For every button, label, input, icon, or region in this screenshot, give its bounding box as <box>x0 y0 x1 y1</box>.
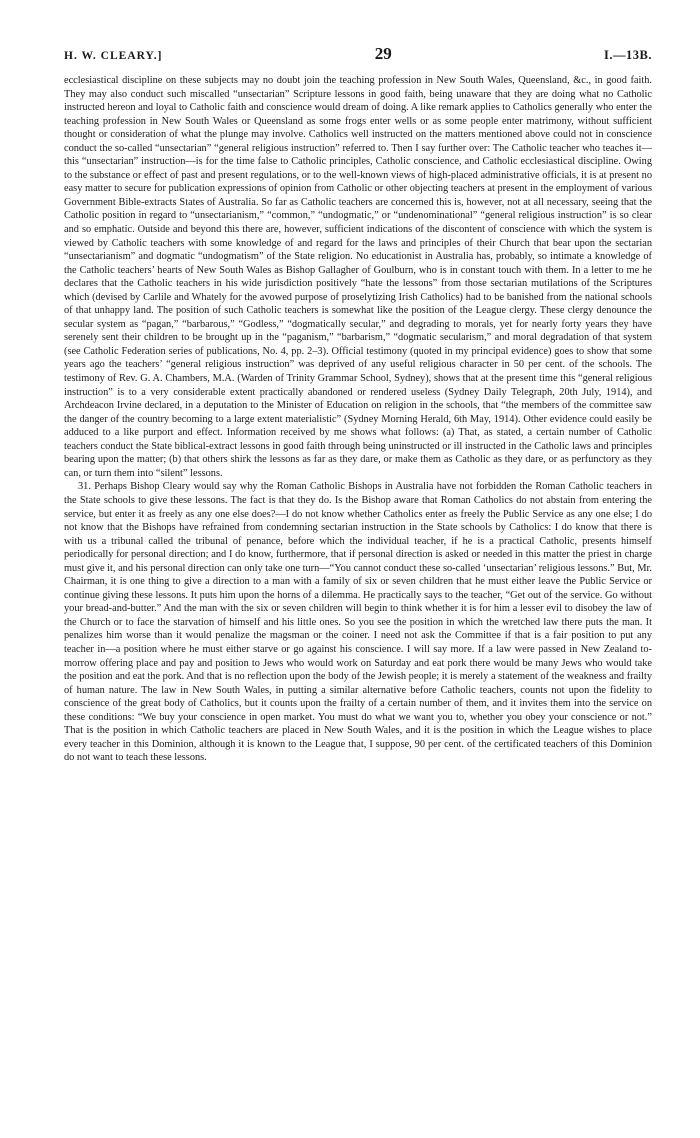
header-author: H. W. CLEARY.] <box>64 50 163 62</box>
document-reference: I.—13B. <box>604 48 652 62</box>
page-number: 29 <box>374 44 392 63</box>
body-text <box>64 74 652 765</box>
running-header <box>64 44 652 66</box>
paragraph-continuation: ecclesiastical discipline on these subjects may no doubt join the teaching profession in New South Wales, Queensland, &c., in good faith. They may also conduct such miscalled “unsectarian” Scripture lessons in good faith, being unaware that they are doing what no Catholic instructed hereon and loyal to Catholic faith and conscience would dream of doing. A like remark applies to Catholics generally who enter the teaching profession in New South Wales or Queensland as some frogs enter wells or as some people enter matrimony, without sufficient thought or consideration of what the plunge may involve. Catholics well instructed on the matters mentioned above could not in conscience conduct the so-called “unsectarian” “general religious instruction” referred to. Then I say further over: The Catholic teacher who teaches it—this “unsectarian” instruction—is for the time false to Catholic principles, Catholic conscience, and Catholic ecclesiastical discipline. Owing to the substance or effect of past and present regulations, or to the well-known views of high-placed administrative officials, it is at present no easy matter to secure for publication expressions of opinion from Catholic or other objecting teachers at present in the employment of various Government Bible-extracts States of Australia. So far as Catholic teachers are concerned this is, however, not at all necessary, seeing that the Catholic position in regard to “unsectarianism,” “common,” “undogmatic,” or “undenominational” “general religious instruction” is so clear and so emphatic. Outside and beyond this there are, however, sufficient indications of the discontent of conscience with which the system is viewed by Catholic teachers with some knowledge of and regard for the laws and principles of their Church that bear upon the sectarian “unsectarianism” and dogmatic “undogmatism” of the State religion. No educationist in Australia has, probably, so intimate a knowledge of the Catholic teachers’ hearts of New South Wales as Bishop Gallagher of Goulburn, who is in constant touch with them. In a letter to me he declares that the Catholic teachers in his wide jurisdiction positively “hate the lessons” from those sectarian mutilations of the Scriptures which (devised by Carlile and Whately for the avowed purpose of proselytizing Irish Catholics) had to be banished from the national schools of that unhappy land. The position of such Catholic teachers is somewhat like the position of the League clergy. These clergy denounce the secular system as “pagan,” “barbarous,” “Godless,” “dogmatically secular,” and degrading to morals, yet for nearly forty years they have serenely sent their children to be brought up in the “paganism,” “barbarism,” “dogmatic secularism,” and moral degradation of that system (see Catholic Federation series of publications, No. 4, pp. 2–3). Official testimony (quoted in my principal evidence) goes to show that some years ago the teachers’ “general religious instruction” was deprived of any useful religious character in 50 per cent. of the schools. The testimony of Rev. G. A. Chambers, M.A. (Warden of Trinity Grammar School, Sydney), shows that at the present time this “general religious instruction” is to a very considerable extent practically abandoned or rendered useless (Sydney Daily Telegraph, 20th July, 1914), and Archdeacon Irvine declared, in a deputation to the Minister of Education on religion in the schools, that “the members of the committee saw the danger of the country becoming to a large extent materialistic” (Sydney Morning Herald, 6th May, 1914). Other evidence could easily be adduced to a like purport and effect. Information received by me shows what follows: (a) That, as stated, a certain number of Catholic teachers conduct the State biblical-extract lessons in good faith through being uninstructed or ill instructed in the Catholic laws and principles bearing upon the matter; (b) that others shirk the lessons as far as they dare, or make them as Catholic as they dare, or as perfunctory as they can, or turn them into “silent” lessons. <box>64 75 652 479</box>
paragraph-question-31: 31. Perhaps Bishop Cleary would say why the Roman Catholic Bishops in Australia have not forbidden the Roman Catholic teachers in the State schools to give these lessons. The fact is that they do. Is the Bishop aware that Roman Catholics do not abstain from entering the service, but enter it as freely as any one else does?—I do not know whether Catholics enter as freely the Public Service as any one else; I do not know that the Bishops have refrained from condemning sectarian instruction in the State schools by Catholics: I do know that there is with us a tribunal called the tribunal of penance, before which the individual teacher, if he is a practical Catholic, presents himself periodically for personal direction; and I do know, furthermore, that if personal direction is asked or needed in this matter the priest in charge must give it, and his personal direction can only take one turn—“You cannot conduct these so-called ‘unsectarian’ religious lessons.” But, Mr. Chairman, it is one thing to give a direction to a man with a family of six or seven children that he must either leave the Public Service or continue giving these lessons. It puts him upon the horns of a dilemma. He practically says to the teacher, “Get out of the service. Go without your bread-and-butter.” And the man with the six or seven children will begin to think whether it is for him a lesser evil to disobey the law of the Church or to face the starvation of himself and his little ones. So you see the position in which the wretched law there puts the man. It penalizes him worse than it would penalize the magsman or the coiner. I need not ask the Committee if that is a fair position to put any teacher in—a position where he must either starve or go against his conscience. I will say more. If a law were passed in New Zealand to-morrow offering place and pay and position to Jews who would work on Saturday and eat pork there would be many Jews who would take the position and eat the pork. And that is no reflection upon the body of the Jewish people; it is merely a statement of the weakness and frailty of human nature. The law in New South Wales, in putting a similar alternative before Catholic teachers, counts not upon the fidelity to conscience of the great body of Catholics, but it counts upon the frailty of a certain number of them, and it invites them into the service on these conditions: “We buy your conscience in open market. You must do what we want you to, whether you obey your conscience or not.” That is the position in which Catholic teachers are placed in New South Wales, and it is the position in which the League wishes to place every teacher in this Dominion, although it is known to the League that, I suppose, 90 per cent. of the certificated teachers of this Dominion do not want to teach these lessons. <box>64 481 652 764</box>
